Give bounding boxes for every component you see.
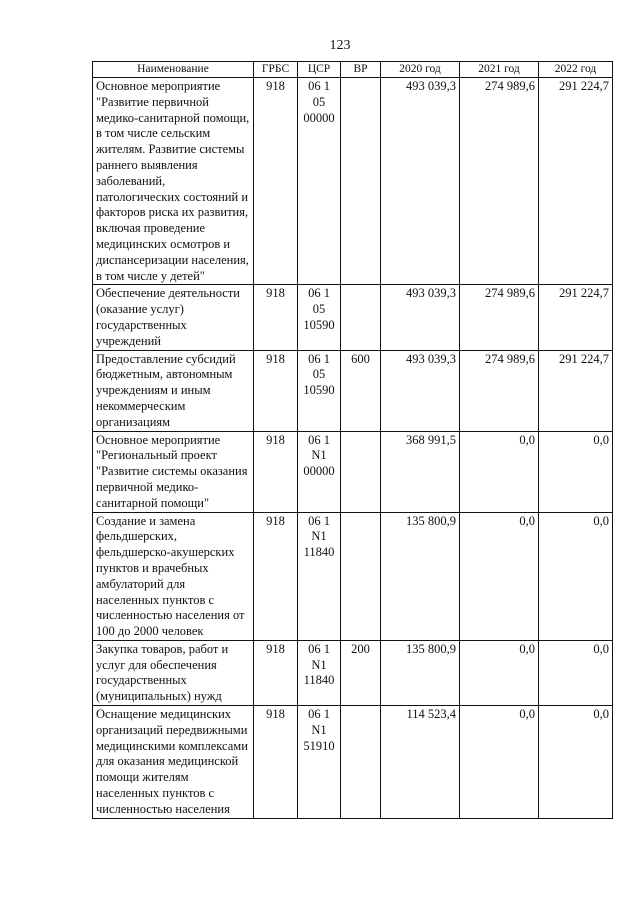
row-grbs: 918	[254, 431, 298, 512]
row-2020: 493 039,3	[381, 285, 460, 350]
row-2022: 0,0	[539, 512, 613, 640]
row-2022: 291 224,7	[539, 285, 613, 350]
row-grbs: 918	[254, 350, 298, 431]
row-csr	[298, 78, 341, 285]
row-2021: 274 989,6	[460, 285, 539, 350]
table-row	[93, 512, 613, 640]
row-name: Основное мероприятие "Региональный проект "Развитие системы оказания первичной медико-санитарной помощи"	[93, 431, 254, 512]
csr-part: 05	[312, 94, 326, 109]
row-name: Основное мероприятие "Развитие первичной медико-санитарной помощи, в том числе сельским жителям. Развитие системы раннего выявления заболеваний, патологических состояний и факторов риска их развития, включая проведение медицинских осмотров и диспансеризации населения, в том числе у детей"	[93, 78, 254, 285]
csr-part: 10590	[303, 317, 335, 332]
row-2020: 114 523,4	[381, 706, 460, 819]
header-csr: ЦСР	[298, 62, 341, 78]
row-2022: 0,0	[539, 431, 613, 512]
table-row	[93, 706, 613, 819]
csr-part: 06 1	[308, 707, 330, 722]
csr-part: 05	[312, 367, 326, 382]
csr-part: N1	[311, 448, 327, 463]
row-vr: 600	[341, 350, 381, 431]
table-row	[93, 640, 613, 705]
row-2021: 0,0	[460, 512, 539, 640]
row-name: Закупка товаров, работ и услуг для обеспечения государственных (муниципальных) нужд	[93, 640, 254, 705]
row-csr	[298, 285, 341, 350]
table-row	[93, 350, 613, 431]
row-vr	[341, 706, 381, 819]
csr-part: N1	[311, 657, 327, 672]
row-grbs: 918	[254, 640, 298, 705]
row-2021: 0,0	[460, 640, 539, 705]
csr-part: 05	[312, 302, 326, 317]
row-2021: 274 989,6	[460, 78, 539, 285]
row-grbs: 918	[254, 706, 298, 819]
header-vr: ВР	[341, 62, 381, 78]
row-2020: 368 991,5	[381, 431, 460, 512]
row-name: Оснащение медицинских организаций передвижными медицинскими комплексами для оказания медицинской помощи жителям населенных пунктов с численностью населения	[93, 706, 254, 819]
row-vr: 200	[341, 640, 381, 705]
header-name: Наименование	[93, 62, 254, 78]
row-vr	[341, 285, 381, 350]
row-csr	[298, 512, 341, 640]
row-csr	[298, 431, 341, 512]
csr-part: 51910	[303, 738, 335, 753]
csr-part: 06 1	[308, 351, 330, 366]
header-2022: 2022 год	[539, 62, 613, 78]
row-grbs: 918	[254, 285, 298, 350]
row-2020: 493 039,3	[381, 350, 460, 431]
row-grbs: 918	[254, 512, 298, 640]
csr-part: N1	[311, 722, 327, 737]
row-name: Предоставление субсидий бюджетным, автономным учреждениям и иным некоммерческим организациям	[93, 350, 254, 431]
row-2020: 135 800,9	[381, 512, 460, 640]
csr-part: 06 1	[308, 432, 330, 447]
row-2021: 0,0	[460, 706, 539, 819]
row-vr	[341, 78, 381, 285]
budget-table	[92, 61, 613, 819]
table-header-row	[93, 62, 613, 78]
csr-part: 00000	[303, 110, 335, 125]
row-2022: 291 224,7	[539, 350, 613, 431]
row-csr	[298, 706, 341, 819]
table-row	[93, 285, 613, 350]
header-grbs: ГРБС	[254, 62, 298, 78]
table-row	[93, 78, 613, 285]
header-2021: 2021 год	[460, 62, 539, 78]
csr-part: 10590	[303, 383, 335, 398]
row-csr	[298, 640, 341, 705]
row-2022: 0,0	[539, 640, 613, 705]
csr-part: 06 1	[308, 641, 330, 656]
table-row	[93, 431, 613, 512]
csr-part: 11840	[303, 673, 335, 688]
row-vr	[341, 431, 381, 512]
row-2022: 291 224,7	[539, 78, 613, 285]
csr-part: 00000	[303, 464, 335, 479]
row-name: Создание и замена фельдшерских, фельдшерско-акушерских пунктов и врачебных амбулаторий для населенных пунктов с численностью населения от 100 до 2000 человек	[93, 512, 254, 640]
row-csr	[298, 350, 341, 431]
row-2021: 0,0	[460, 431, 539, 512]
header-2020: 2020 год	[381, 62, 460, 78]
csr-part: 06 1	[308, 286, 330, 301]
row-2020: 135 800,9	[381, 640, 460, 705]
csr-part: 11840	[303, 545, 335, 560]
csr-part: 06 1	[308, 513, 330, 528]
csr-part: 06 1	[308, 79, 330, 93]
row-2021: 274 989,6	[460, 350, 539, 431]
row-2022: 0,0	[539, 706, 613, 819]
row-2020: 493 039,3	[381, 78, 460, 285]
row-vr	[341, 512, 381, 640]
csr-part: N1	[311, 529, 327, 544]
row-grbs: 918	[254, 78, 298, 285]
row-name: Обеспечение деятельности (оказание услуг) государственных учреждений	[93, 285, 254, 350]
page-number: 123	[329, 38, 351, 53]
